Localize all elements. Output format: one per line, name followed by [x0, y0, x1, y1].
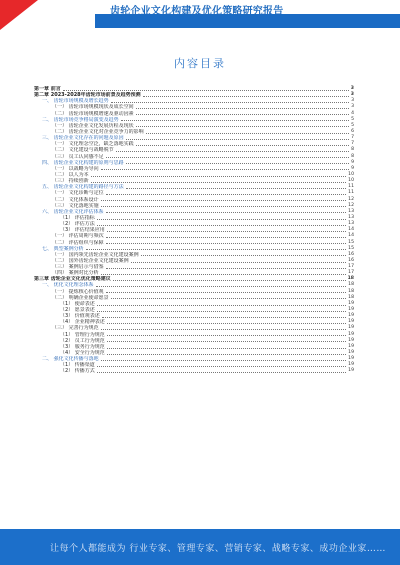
toc-entry-label: （1） 传播渠道 — [60, 362, 95, 369]
header-red-corner — [0, 0, 38, 30]
toc-entry-page: 17 — [348, 270, 354, 276]
toc-entry-page: 15 — [348, 245, 354, 251]
toc-entry-label: 一、 优化文化理念体系 — [42, 282, 94, 289]
report-title: 齿轮企业文化构建及优化策略研究报告 — [110, 6, 284, 17]
toc-leader-dots — [91, 182, 347, 183]
toc-leader-dots — [107, 335, 346, 336]
toc-leader-dots — [121, 120, 349, 121]
toc-entry-label: （三） 案例启示与借鉴 — [52, 264, 104, 271]
toc-leader-dots — [101, 360, 347, 361]
table-of-contents — [34, 86, 354, 375]
toc-leader-dots — [136, 108, 349, 109]
toc-entry-label: 七、 典型案例分析 — [42, 245, 84, 252]
toc-entry-label: （二） 国外齿轮企业文化建设案例 — [52, 257, 129, 264]
toc-entry-page: 4 — [351, 110, 354, 116]
toc-entry-page: 10 — [348, 178, 354, 184]
toc-entry-label: （三） 持续创新 — [52, 178, 89, 185]
toc-entry-page: 3 — [350, 92, 354, 98]
toc-entry-label: （2） 愿景表述 — [60, 307, 95, 314]
toc-entry-page: 3 — [350, 85, 354, 91]
toc-entry-label: （三） 员工认同感不足 — [52, 153, 104, 160]
toc-entry-label: 一、 齿轮市场规模及增长趋势 — [42, 98, 109, 105]
toc-leader-dots — [107, 341, 346, 342]
toc-entry-label: （四） 案例对比分析 — [52, 270, 99, 277]
toc-entry-page: 18 — [348, 294, 354, 300]
toc-leader-dots — [106, 157, 349, 158]
toc-leader-dots — [101, 329, 347, 330]
toc-leader-dots — [111, 102, 349, 103]
toc-leader-dots — [146, 133, 349, 134]
toc-entry-label: 第二章 2023-2028年齿轮市场前景及趋势预测 — [34, 92, 141, 99]
toc-leader-dots — [136, 126, 349, 127]
toc-leader-dots — [106, 212, 347, 213]
toc-entry-label: （二） 文化体系设计 — [52, 196, 99, 203]
toc-entry-page: 13 — [348, 221, 354, 227]
toc-entry-label: （二） 齿轮市场规模增速及驱动因素 — [52, 110, 134, 117]
toc-entry-label: 三、 齿轮企业文化存在的问题及原因 — [42, 135, 124, 142]
toc-leader-dots — [131, 262, 347, 263]
toc-entry-page: 16 — [348, 257, 354, 263]
toc-entry-label: 六、 齿轮企业文化评估体系 — [42, 208, 104, 215]
toc-entry-page: 19 — [348, 362, 354, 368]
toc-entry-page: 5 — [351, 116, 354, 122]
toc-entry-label: （1） 管理行为规范 — [60, 331, 105, 338]
toc-leader-dots — [136, 114, 349, 115]
toc-entry-page: 5 — [351, 122, 354, 128]
toc-entry-page: 19 — [348, 368, 354, 374]
toc-leader-dots — [126, 139, 349, 140]
toc-entry-label: （一） 国内领先齿轮企业文化建设案例 — [52, 251, 139, 258]
toc-leader-dots — [107, 231, 346, 232]
toc-entry-page: 19 — [348, 337, 354, 343]
toc-entry-page: 3 — [351, 98, 354, 104]
toc-leader-dots — [116, 151, 349, 152]
toc-entry-page: 12 — [348, 196, 354, 202]
toc-entry-label: （1） 使命表述 — [60, 300, 95, 307]
toc-entry-page: 19 — [348, 356, 354, 362]
toc-entry-label: （一） 文化诊断与定位 — [52, 190, 104, 197]
toc-entry-page: 8 — [351, 147, 354, 153]
toc-entry-page: 7 — [351, 135, 354, 141]
toc-leader-dots — [113, 280, 346, 281]
toc-entry-label: （一） 齿轮企业文化发展历程及现状 — [52, 122, 134, 129]
toc-leader-dots — [107, 323, 346, 324]
toc-entry-page: 16 — [348, 251, 354, 257]
toc-entry-page: 12 — [348, 202, 354, 208]
toc-leader-dots — [107, 354, 346, 355]
toc-leader-dots — [136, 145, 349, 146]
toc-leader-dots — [101, 206, 347, 207]
toc-entry-label: （二） 评估组织与保障 — [52, 239, 104, 246]
toc-entry-page: 18 — [348, 282, 354, 288]
toc-entry-label: 四、 齿轮企业文化构建的原则与思路 — [42, 159, 124, 166]
toc-leader-dots — [106, 243, 347, 244]
toc-leader-dots — [101, 274, 347, 275]
toc-entry-label: （3） 价值观表述 — [60, 313, 100, 320]
toc-entry-page: 19 — [348, 350, 354, 356]
toc-entry-page: 18 — [348, 288, 354, 294]
toc-entry-page: 11 — [348, 184, 354, 190]
toc-leader-dots — [101, 200, 347, 201]
toc-entry-page: 9 — [351, 165, 354, 171]
toc-entry-page: 19 — [348, 313, 354, 319]
toc-leader-dots — [106, 292, 347, 293]
toc-entry-label: （2） 员工行为规范 — [60, 337, 105, 344]
toc-entry-page: 11 — [348, 190, 354, 196]
toc-leader-dots — [106, 268, 347, 269]
toc-leader-dots — [111, 298, 347, 299]
toc-leader-dots — [97, 219, 346, 220]
toc-entry-page: 19 — [348, 300, 354, 306]
toc-leader-dots — [101, 169, 349, 170]
toc-entry-page: 13 — [348, 214, 354, 220]
toc-leader-dots — [97, 225, 346, 226]
toc-entry-label: 二、 齿轮市场竞争格局演变及趋势 — [42, 116, 119, 123]
toc-entry-label: （三） 文化落地实施 — [52, 202, 99, 209]
toc-leader-dots — [63, 90, 349, 91]
toc-entry-label: （2） 传播方式 — [60, 368, 95, 375]
toc-leader-dots — [96, 286, 347, 287]
toc-entry-label: （2） 评估方法 — [60, 221, 95, 228]
toc-entry-label: 二、 强化文化传播与落地 — [42, 356, 99, 363]
toc-entry-label: （4） 安全行为规范 — [60, 350, 105, 357]
toc-leader-dots — [91, 176, 347, 177]
footer-slogan: 让每个人都能成为 行业专家、管理专家、营销专家、战略专家、成功企业家…… — [50, 544, 386, 554]
toc-heading: 内容目录 — [174, 57, 226, 70]
toc-entry-label: （一） 文化理念空泛，缺乏落地实践 — [52, 141, 134, 148]
toc-leader-dots — [107, 348, 346, 349]
toc-leader-dots — [126, 163, 349, 164]
toc-entry-label: 第三章 齿轮企业文化优化策略建议 — [34, 276, 111, 283]
toc-entry-page: 19 — [348, 331, 354, 337]
toc-entry-label: （二） 文化建设与战略脱节 — [52, 147, 114, 154]
page-header — [0, 0, 400, 30]
toc-leader-dots — [141, 255, 347, 256]
toc-entry[interactable] — [34, 368, 354, 374]
toc-entry-label: （三） 完善行为规范 — [52, 325, 99, 332]
toc-leader-dots — [97, 311, 346, 312]
toc-entry-page: 8 — [351, 153, 354, 159]
toc-entry-label: （二） 以人为本 — [52, 171, 89, 178]
toc-leader-dots — [143, 96, 349, 97]
toc-leader-dots — [126, 188, 347, 189]
toc-entry-label: （二） 齿轮企业文化对企业竞争力的影响 — [52, 128, 144, 135]
toc-leader-dots — [97, 305, 346, 306]
toc-entry-page: 6 — [351, 128, 354, 134]
toc-entry-page: 19 — [348, 319, 354, 325]
toc-leader-dots — [106, 194, 347, 195]
toc-entry-page: 10 — [348, 171, 354, 177]
toc-entry-label: 第一章 前言 — [34, 85, 61, 92]
toc-leader-dots — [97, 372, 346, 373]
toc-entry-page: 13 — [348, 208, 354, 214]
toc-entry-label: （3） 服务行为规范 — [60, 343, 105, 350]
toc-entry-label: （一） 以战略为导向 — [52, 165, 99, 172]
toc-entry-label: （3） 评估结果应用 — [60, 227, 105, 234]
page-footer — [0, 529, 400, 565]
toc-leader-dots — [86, 249, 347, 250]
toc-entry-page: 14 — [348, 227, 354, 233]
toc-entry-label: （二） 明确企业使命愿景 — [52, 294, 109, 301]
toc-entry-page: 19 — [348, 307, 354, 313]
toc-entry-page: 9 — [351, 159, 354, 165]
toc-entry-page: 18 — [347, 276, 354, 282]
toc-entry-label: （4） 企业精神表述 — [60, 319, 105, 326]
toc-entry-label: （一） 提炼核心价值观 — [52, 288, 104, 295]
toc-entry-page: 19 — [348, 325, 354, 331]
toc-entry-page: 19 — [348, 343, 354, 349]
toc-leader-dots — [106, 237, 347, 238]
toc-entry-page: 15 — [348, 239, 354, 245]
toc-entry-page: 17 — [348, 264, 354, 270]
toc-leader-dots — [102, 317, 346, 318]
toc-entry-page: 7 — [351, 141, 354, 147]
toc-leader-dots — [97, 366, 346, 367]
toc-entry-label: （1） 评估指标 — [60, 214, 95, 221]
toc-entry-label: （一） 齿轮市场规模现状及成长空间 — [52, 104, 134, 111]
toc-entry-label: 五、 齿轮企业文化构建的路径与方法 — [42, 184, 124, 191]
toc-entry-page: 3 — [351, 104, 354, 110]
toc-entry-page: 14 — [348, 233, 354, 239]
toc-entry-label: （一） 评估周期与频次 — [52, 233, 104, 240]
